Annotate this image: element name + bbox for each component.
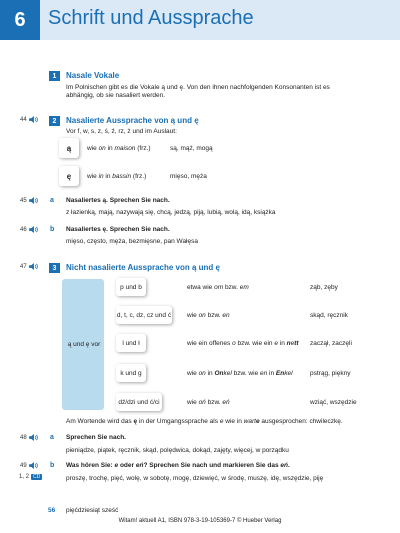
audio-track-45[interactable] [20,197,38,204]
pron-desc-k-g: wie on in Onkel bzw. wie en in Enkel [187,370,293,377]
speaker-icon [29,263,38,270]
page-title: Schrift und Aussprache [48,7,254,29]
examples-dz-c: wziąć, wszędzie [310,399,357,406]
section-2-number: 2 [49,116,60,126]
speaker-icon [29,197,38,204]
section-3-number: 3 [49,263,60,273]
speaker-icon [29,434,38,441]
exercise-48-instruction: Sprechen Sie nach. [66,434,126,441]
cd-reference [19,474,42,480]
pron-desc-l: wie ein offenes o bzw. wie ein e in nett [187,340,299,347]
audio-track-44[interactable] [20,116,38,123]
audio-track-47[interactable] [20,263,38,270]
exercise-46-instruction: Nasaliertes ę. Sprechen Sie nach. [66,226,170,233]
cd-icon: CD [33,474,41,480]
copyright-line: Witam! aktuell A1, ISBN 978-3-19-105369-7 © Hueber Verlag [118,518,282,524]
consonant-card-k-g: k und g [116,364,146,382]
speaker-icon [29,226,38,233]
pron-desc-d-t: wie on bzw. en [187,312,230,319]
track-number: 45 [20,197,27,204]
vowel-context-label: ą und ę vor [67,341,101,348]
pron-desc-dz-c: wie oń bzw. eń [187,399,230,406]
letter-card-e-ogonek: ę [59,166,79,186]
track-number: 48 [20,434,27,441]
letter-card-a-ogonek: ą [59,138,79,158]
section-3-note: Am Wortende wird das ę in der Umgangssprache als e wie in warte ausgesprochen: chwileczkę. [66,418,343,425]
exercise-label-b: b [50,226,55,233]
exercise-49-words: proszę, trochę, pięć, wolę, w sobotę, mogę, dziewięć, w środę, muszę, idę, wszędzie, piję [66,475,324,482]
chapter-header [0,0,400,40]
audio-track-48[interactable] [20,434,38,441]
speaker-icon [29,462,38,469]
consonant-card-d-t: d, t, c, dz, cz und ć [116,306,172,324]
track-number: 46 [20,226,27,233]
nasal-desc-a: wie on in maison (frz.) [87,145,151,152]
consonant-card-l: l und ł [116,334,146,352]
nasal-desc-e: wie in in bassin (frz.) [87,173,147,180]
section-1-title: Nasale Vokale [66,71,120,80]
section-3-title: Nicht nasalierte Aussprache von ą und ę [66,263,220,272]
examples-l: zaczął, zaczęli [310,340,352,347]
section-1-text-line2: abhängig, ob sie nasaliert werden. [66,92,166,99]
examples-p-b: ząb, zęby [310,284,338,291]
exercise-45-words: z łazienką, mają, nazywają się, chcą, jedzą, piją, lubią, wolą, idą, książka [66,209,276,216]
examples-k-g: pstrąg, piękny [310,370,351,377]
consonant-card-dz-c: dź/dzi und ć/ci [116,393,162,411]
section-2-intro: Vor f, w, s, z, ś, ź, rz, ż und im Auslaut: [66,128,177,135]
cd-number: 1, 2 [19,474,30,480]
audio-track-49[interactable] [20,462,38,469]
track-number: 47 [20,263,27,270]
page-number-words: pięćdziesiąt sześć [66,507,119,514]
examples-d-t: skąd, ręcznik [310,312,348,319]
exercise-48-words: pieniądze, piątek, ręcznik, skąd, polędwica, dokąd, zajęty, więcej, w porządku [66,447,289,454]
track-number: 44 [20,116,27,123]
exercise-label-a: a [50,434,54,441]
nasal-examples-a: są, mąż, mogą [170,145,213,152]
exercise-49-instruction: Was hören Sie: e oder eń? Sprechen Sie nach und markieren Sie das eń. [66,462,290,469]
section-2-title: Nasalierte Aussprache von ą und ę [66,116,199,125]
nasal-examples-e: mięso, męża [170,173,207,180]
exercise-label-a: a [50,197,54,204]
speaker-icon [29,116,38,123]
page-number: 56 [48,507,56,514]
chapter-number: 6 [0,0,40,40]
section-1-text-line1: Im Polnischen gibt es die Vokale ą und ę. Von den ihnen nachfolgenden Konsonanten ist es [66,84,330,91]
exercise-label-b: b [50,462,55,469]
exercise-46-words: mięso, często, męża, bezmięsne, pan Wałęsa [66,238,198,245]
exercise-45-instruction: Nasaliertes ą. Sprechen Sie nach. [66,197,170,204]
audio-track-46[interactable] [20,226,38,233]
pron-desc-p-b: etwa wie om bzw. em [187,284,249,291]
consonant-card-p-b: p und b [116,278,146,296]
section-1-number: 1 [49,71,60,81]
track-number: 49 [20,462,27,469]
